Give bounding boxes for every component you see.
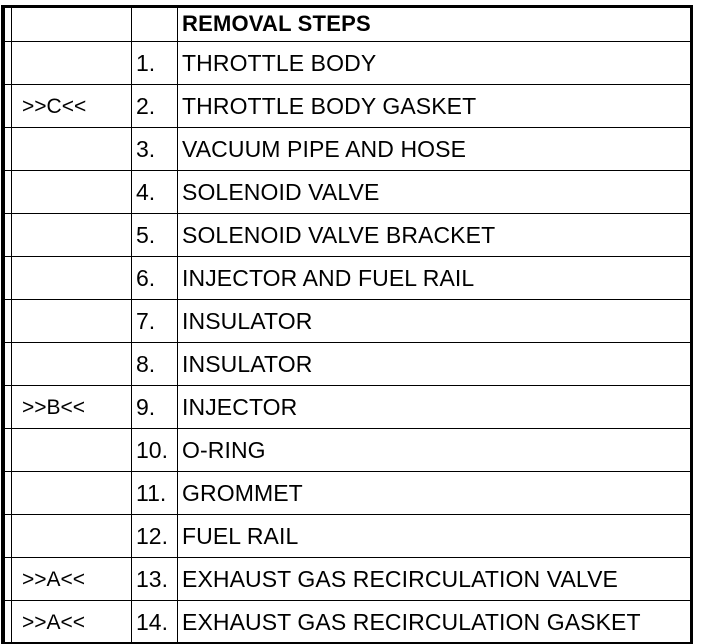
step-name: VACUUM PIPE AND HOSE — [178, 128, 692, 171]
table-row — [4, 386, 692, 429]
table-row — [4, 300, 692, 343]
step-ref-cell — [12, 515, 132, 558]
header-title: REMOVAL STEPS — [178, 7, 692, 42]
left-edge-cell — [4, 386, 12, 429]
step-name: INSULATOR — [178, 343, 692, 386]
header-num-cell — [132, 7, 178, 42]
step-ref-cell — [12, 429, 132, 472]
step-number: 2. — [132, 85, 178, 128]
step-ref-cell — [12, 343, 132, 386]
step-name: INJECTOR AND FUEL RAIL — [178, 257, 692, 300]
step-number: 7. — [132, 300, 178, 343]
left-edge-cell — [4, 7, 12, 42]
left-edge-cell — [4, 214, 12, 257]
table-row — [4, 558, 692, 601]
table-row — [4, 429, 692, 472]
step-name: GROMMET — [178, 472, 692, 515]
step-ref-cell — [12, 257, 132, 300]
step-name: SOLENOID VALVE BRACKET — [178, 214, 692, 257]
step-ref-cell: >>B<< — [12, 386, 132, 429]
step-number: 1. — [132, 42, 178, 85]
table-row — [4, 214, 692, 257]
step-number: 4. — [132, 171, 178, 214]
left-edge-cell — [4, 601, 12, 644]
step-ref-cell — [12, 300, 132, 343]
step-number: 9. — [132, 386, 178, 429]
table-row — [4, 171, 692, 214]
left-edge-cell — [4, 300, 12, 343]
step-ref-cell — [12, 171, 132, 214]
left-edge-cell — [4, 128, 12, 171]
removal-steps-table — [2, 6, 692, 644]
table-header-row — [4, 7, 692, 42]
table-row — [4, 472, 692, 515]
step-ref-cell — [12, 214, 132, 257]
left-edge-cell — [4, 85, 12, 128]
table-row — [4, 257, 692, 300]
left-edge-cell — [4, 42, 12, 85]
step-name: EXHAUST GAS RECIRCULATION VALVE — [178, 558, 692, 601]
left-edge-cell — [4, 429, 12, 472]
left-edge-cell — [4, 343, 12, 386]
step-number: 5. — [132, 214, 178, 257]
step-name: O-RING — [178, 429, 692, 472]
left-edge-cell — [4, 558, 12, 601]
step-number: 8. — [132, 343, 178, 386]
step-ref-cell — [12, 128, 132, 171]
step-number: 6. — [132, 257, 178, 300]
step-name: FUEL RAIL — [178, 515, 692, 558]
step-number: 14. — [132, 601, 178, 644]
step-name: THROTTLE BODY GASKET — [178, 85, 692, 128]
removal-steps-document — [2, 6, 690, 636]
left-edge-cell — [4, 472, 12, 515]
step-name: EXHAUST GAS RECIRCULATION GASKET — [178, 601, 692, 644]
step-name: INJECTOR — [178, 386, 692, 429]
left-edge-cell — [4, 515, 12, 558]
step-name: THROTTLE BODY — [178, 42, 692, 85]
left-edge-cell — [4, 257, 12, 300]
step-number: 10. — [132, 429, 178, 472]
step-number: 13. — [132, 558, 178, 601]
table-row — [4, 601, 692, 644]
table-row — [4, 343, 692, 386]
step-name: INSULATOR — [178, 300, 692, 343]
step-number: 12. — [132, 515, 178, 558]
step-ref-cell: >>C<< — [12, 85, 132, 128]
step-name: SOLENOID VALVE — [178, 171, 692, 214]
step-number: 11. — [132, 472, 178, 515]
step-ref-cell — [12, 472, 132, 515]
step-ref-cell: >>A<< — [12, 601, 132, 644]
table-row — [4, 515, 692, 558]
step-number: 3. — [132, 128, 178, 171]
step-ref-cell — [12, 42, 132, 85]
table-row — [4, 128, 692, 171]
header-ref-cell — [12, 7, 132, 42]
table-row — [4, 42, 692, 85]
table-row — [4, 85, 692, 128]
left-edge-cell — [4, 171, 12, 214]
step-ref-cell: >>A<< — [12, 558, 132, 601]
